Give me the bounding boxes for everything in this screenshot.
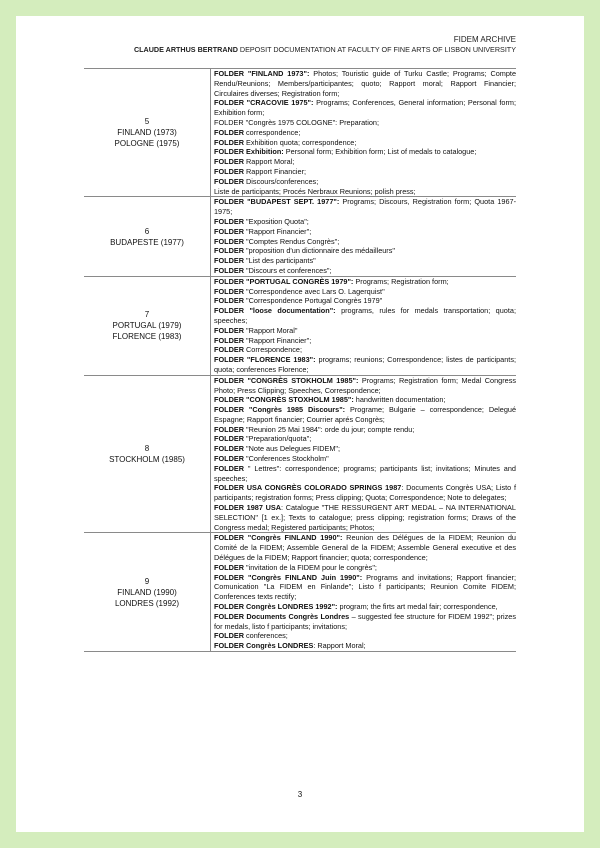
folder-label: FOLDER bbox=[214, 424, 244, 434]
folder-label: FOLDER bbox=[214, 265, 244, 275]
folder-entry bbox=[214, 197, 516, 217]
folder-entry bbox=[214, 345, 516, 355]
folder-label: FOLDER "Congrès FINLAND Juin 1990": bbox=[214, 572, 363, 582]
page-header bbox=[76, 34, 516, 55]
congress-place: PORTUGAL (1979) bbox=[112, 321, 182, 331]
folder-entry bbox=[214, 602, 516, 612]
folder-contents: Liste de participants; Procés Nerbraux Reunions; polish press; bbox=[214, 186, 416, 196]
folder-entry bbox=[214, 157, 516, 167]
folder-label: FOLDER "BUDAPEST SEPT. 1977": bbox=[214, 197, 340, 207]
folder-label: FOLDER bbox=[214, 256, 244, 266]
folder-label: FOLDER "PORTUGAL CONGRÈS 1979": bbox=[214, 276, 354, 286]
folder-list-cell bbox=[211, 276, 517, 375]
table-row bbox=[84, 533, 516, 652]
congress-place: FINLAND (1990) bbox=[117, 587, 177, 597]
folder-entry bbox=[214, 395, 516, 405]
folder-label: FOLDER bbox=[214, 454, 244, 464]
folder-label: FOLDER bbox=[214, 226, 244, 236]
folder-entry bbox=[214, 138, 516, 148]
folder-label: FOLDER bbox=[214, 325, 244, 335]
table-row bbox=[84, 197, 516, 276]
folder-contents: "Comptes Rendus Congrès"; bbox=[244, 236, 340, 246]
folder-contents: : Catalogue "THE RESSURGENT ART MEDAL – NA INTERNATIONAL SELECTION" [1 ex.]; Texts to catalogue; press clipping; registration forms; Draws of the Congress medal; Registered participants; Photos; bbox=[214, 503, 516, 532]
folder-contents: "List des participants" bbox=[244, 256, 316, 266]
congress-place: BUDAPESTE (1977) bbox=[110, 237, 184, 247]
folder-entry bbox=[214, 227, 516, 237]
folder-contents: "Rapport Moral" bbox=[244, 325, 298, 335]
congress-place: FLORENCE (1983) bbox=[112, 332, 182, 342]
folder-entry bbox=[214, 167, 516, 177]
folder-contents: conferences; bbox=[244, 631, 288, 641]
folder-entry bbox=[214, 573, 516, 602]
folder-entry bbox=[214, 355, 516, 375]
row-label-cell bbox=[84, 533, 211, 652]
folder-contents: " Lettres": correspondence; programs; participants list; invitations; Minutes and speeches; bbox=[214, 463, 516, 483]
folder-label: FOLDER bbox=[214, 246, 244, 256]
folder-contents: – suggested fee structure for FIDEM 1992"; prizes for medals, listo f participants; invitations; bbox=[214, 611, 516, 631]
folder-entry bbox=[214, 237, 516, 247]
archive-table bbox=[84, 68, 516, 652]
folder-label: FOLDER "FINLAND 1973": bbox=[214, 69, 310, 78]
folder-entry bbox=[214, 296, 516, 306]
row-label-cell bbox=[84, 276, 211, 375]
folder-entry bbox=[214, 503, 516, 532]
folder-label: FOLDER "loose documentation": bbox=[214, 306, 336, 316]
folder-label: FOLDER bbox=[214, 562, 244, 572]
folder-contents: Rapport Financier; bbox=[244, 166, 307, 176]
folder-label: FOLDER bbox=[214, 157, 244, 167]
folder-label: FOLDER "CRACOVIE 1975": bbox=[214, 98, 314, 108]
folder-label: FOLDER "Congrès 1985 Discours": bbox=[214, 405, 346, 415]
folder-contents: "Correspondence Portugal Congrès 1979" bbox=[244, 296, 383, 306]
folder-entry bbox=[214, 563, 516, 573]
folder-contents: "Preparation/quota"; bbox=[244, 434, 312, 444]
folder-label: FOLDER Congrès LONDRES bbox=[214, 641, 314, 651]
folder-label: FOLDER "CONGRÈS STOKHOLM 1985": bbox=[214, 375, 359, 385]
folder-entry bbox=[214, 177, 516, 187]
folder-entry bbox=[214, 326, 516, 336]
folder-entry bbox=[214, 69, 516, 98]
folder-label: FOLDER bbox=[214, 176, 244, 186]
folder-entry bbox=[214, 217, 516, 227]
folder-contents: "Rapport Financier"; bbox=[244, 335, 312, 345]
folder-contents: "Conferences Stockholm" bbox=[244, 454, 329, 464]
folder-entry bbox=[214, 612, 516, 632]
folder-label: FOLDER bbox=[214, 286, 244, 296]
folder-list-cell bbox=[211, 375, 517, 533]
folder-label: FOLDER "Congrès FINLAND 1990": bbox=[214, 533, 343, 543]
table-row bbox=[84, 375, 516, 533]
folder-label: FOLDER bbox=[214, 137, 244, 147]
folder-contents: Programs; Registration form; Medal Congress Photo; Press Clipping; Speeches, Correspondence; bbox=[214, 375, 516, 395]
folder-entry bbox=[214, 533, 516, 562]
folder-contents: programs, rules for medals transportation; quota; speeches; bbox=[214, 306, 516, 325]
folder-entry bbox=[214, 444, 516, 454]
folder-entry bbox=[214, 246, 516, 256]
folder-label: FOLDER bbox=[214, 463, 244, 473]
folder-contents: "Exposition Quota"; bbox=[244, 216, 309, 226]
folder-contents: Personal form; Exhibition form; List of medals to catalogue; bbox=[283, 147, 477, 157]
folder-entry bbox=[214, 256, 516, 266]
folder-entry bbox=[214, 277, 516, 287]
page-number: 3 bbox=[297, 790, 303, 799]
table-row bbox=[84, 69, 516, 197]
folder-contents: Photos; Touristic guide of Turku Castle; Programs; Compte Rendu/Reunions; Members/participantes; quoto; Rapport moral; Rapport Financier; Circulaires diverses; Registration form; bbox=[214, 69, 516, 98]
congress-place: FINLAND (1973) bbox=[117, 128, 177, 138]
folder-entry bbox=[214, 434, 516, 444]
subtitle-bold: CLAUDE ARTHUS BERTRAND bbox=[133, 45, 238, 54]
folder-label: FOLDER USA CONGRÈS COLORADO SPRINGS 1987 bbox=[214, 483, 402, 493]
table-row bbox=[84, 276, 516, 375]
congress-place: POLOGNE (1975) bbox=[114, 139, 180, 149]
row-number: 6 bbox=[144, 226, 150, 236]
archive-title: FIDEM ARCHIVE bbox=[453, 35, 516, 44]
folder-contents: Exhibition quota; correspondence; bbox=[244, 137, 357, 147]
folder-contents: Programs; Registration form; bbox=[353, 276, 449, 286]
folder-entry bbox=[214, 376, 516, 396]
folder-contents: "invitation de la FIDEM pour le congrès"; bbox=[244, 562, 377, 572]
folder-label: FOLDER 1987 USA bbox=[214, 503, 282, 513]
folder-entry bbox=[214, 147, 516, 157]
folder-entry bbox=[214, 118, 516, 128]
row-number: 5 bbox=[144, 117, 150, 127]
row-label-cell bbox=[84, 375, 211, 533]
folder-label: FOLDER bbox=[214, 434, 244, 444]
folder-contents: Programs and invitations; Rapport financier; Comunication "La FIDEM en Finlande"; Listo f participants; Reunion Comite FIDEM; Conferences texts rectify; bbox=[214, 572, 517, 602]
folder-contents: "Correspondence avec Lars O. Lagerquist" bbox=[244, 286, 385, 296]
folder-list-cell bbox=[211, 533, 517, 652]
folder-entry bbox=[214, 464, 516, 484]
folder-entry bbox=[214, 98, 516, 118]
folder-list-cell bbox=[211, 69, 517, 197]
folder-entry bbox=[214, 128, 516, 138]
folder-contents: Correspondence; bbox=[244, 345, 303, 355]
folder-label: FOLDER bbox=[214, 444, 244, 454]
folder-contents: program; the firts art medal fair; correspondence, bbox=[337, 602, 498, 612]
row-label-cell bbox=[84, 69, 211, 197]
folder-contents: : Rapport Moral; bbox=[313, 641, 366, 651]
folder-label: FOLDER bbox=[214, 216, 244, 226]
folder-contents: handwritten documentation; bbox=[353, 395, 446, 405]
row-label-cell bbox=[84, 197, 211, 276]
row-number: 8 bbox=[144, 444, 150, 454]
folder-entry bbox=[214, 405, 516, 425]
folder-contents: "Discours et conferences"; bbox=[244, 265, 332, 275]
folder-label: FOLDER bbox=[214, 345, 244, 355]
folder-contents: FOLDER "Congrès 1975 COLOGNE": Preparation; bbox=[214, 117, 379, 127]
folder-label: FOLDER Congrès LONDRES 1992": bbox=[214, 602, 338, 612]
folder-contents: Reunion des Délégues de la FIDEM; Reunion du Comité de la FIDEM; Assemble General de la FIDEM; Assemble General executive et des Délégues de la FIDEM; Rapport financier; quota; correspondence; bbox=[214, 533, 516, 563]
row-number: 7 bbox=[144, 310, 150, 320]
folder-contents: Programs; Discours, Registration form; Quota 1967-1975; bbox=[214, 197, 517, 217]
folder-contents: correspondence; bbox=[244, 127, 301, 137]
folder-contents: "proposition d'un dictionnaire des médailleurs" bbox=[244, 246, 395, 256]
folder-entry bbox=[214, 266, 516, 276]
folder-label: FOLDER "CONGRÈS STOXHOLM 1985": bbox=[214, 395, 354, 405]
folder-contents: Programe; Bulgarie – correspondence; Delegué Espagne; Rapport financier; Courrier aprés Congrès; bbox=[214, 405, 516, 424]
folder-contents: "Reunion 25 Mai 1984": orde du jour; compte rendu; bbox=[244, 424, 415, 434]
folder-entry bbox=[214, 425, 516, 435]
folder-entry bbox=[214, 187, 516, 197]
folder-contents: : Documents Congrès USA; Listo f participants; registration forms; Press clipping; Quota; Correspondence; Note to delegates; bbox=[214, 483, 516, 503]
archive-subtitle bbox=[76, 45, 516, 55]
folder-label: FOLDER bbox=[214, 236, 244, 246]
subtitle-rest: DEPOSIT DOCUMENTATION AT FACULTY OF FINE ARTS OF LISBON UNIVERSITY bbox=[237, 45, 516, 54]
folder-list-cell bbox=[211, 197, 517, 276]
folder-label: FOLDER bbox=[214, 166, 244, 176]
folder-entry bbox=[214, 306, 516, 326]
folder-contents: "Note aus Delegues FIDEM"; bbox=[244, 444, 341, 454]
folder-entry bbox=[214, 287, 516, 297]
congress-place: STOCKHOLM (1985) bbox=[109, 455, 185, 465]
folder-label: FOLDER bbox=[214, 631, 244, 641]
folder-entry bbox=[214, 641, 516, 651]
folder-entry bbox=[214, 454, 516, 464]
folder-label: FOLDER bbox=[214, 335, 244, 345]
folder-label: FOLDER Documents Congrès Londres bbox=[214, 611, 350, 621]
folder-contents: programs; reunions; Correspondence; listes de participants; quota; conferences Florence; bbox=[214, 355, 516, 374]
congress-place: LONDRES (1992) bbox=[114, 598, 180, 608]
folder-label: FOLDER bbox=[214, 127, 244, 137]
folder-label: FOLDER Exhibition: bbox=[214, 147, 284, 157]
row-number: 9 bbox=[144, 576, 150, 586]
folder-label: FOLDER bbox=[214, 296, 244, 306]
folder-label: FOLDER "FLORENCE 1983": bbox=[214, 355, 316, 365]
folder-contents: "Rapport Financier"; bbox=[244, 226, 312, 236]
folder-contents: Programs; Conferences, General information; Personal form; Exhibition form; bbox=[214, 98, 516, 118]
folder-entry bbox=[214, 336, 516, 346]
folder-contents: Rapport Moral; bbox=[244, 157, 295, 167]
folder-entry bbox=[214, 483, 516, 503]
folder-entry bbox=[214, 631, 516, 641]
folder-contents: Discours/conferences; bbox=[244, 176, 319, 186]
